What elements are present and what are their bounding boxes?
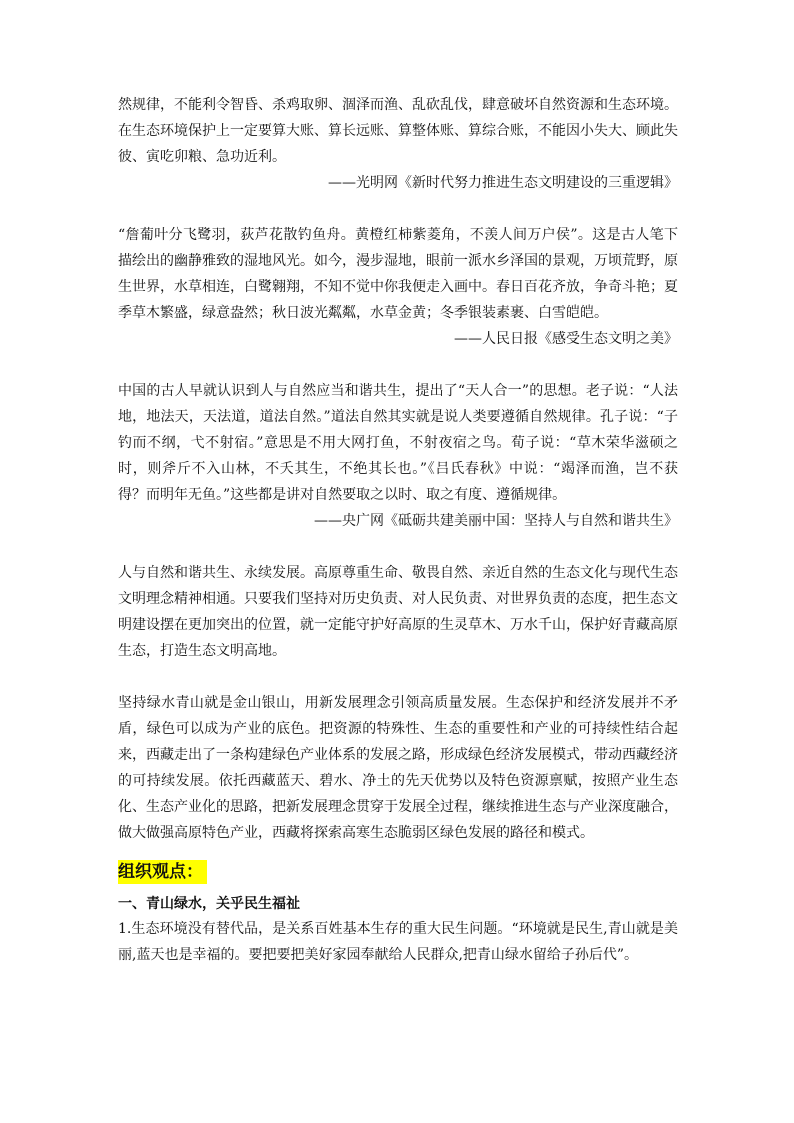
document-page [118,92,678,968]
source-citation-1: ——光明网《新时代努力推进生态文明建设的三重逻辑》 [328,175,678,191]
paragraph-4: 人与自然和谐共生、永续发展。高原尊重生命、敬畏自然、亲近自然的生态文化与现代生态文明理念精神相通。只要我们坚持对历史负责、对人民负责、对世界负责的态度，把生态文明建设摆在更加突出的位置，就一定能守护好高原的生灵草木、万水千山，保护好青藏高原生态，打造生态文明高地。 [118,565,678,659]
point-1: 1.生态环境没有替代品，是关系百姓基本生存的重大民生问题。“环境就是民生,青山就是美丽,蓝天也是幸福的。要把要把美好家园奉献给人民群众,把青山绿水留给子孙后代”。 [118,921,678,963]
paragraph-3: 中国的古人早就认识到人与自然应当和谐共生，提出了“天人合一”的思想。老子说：“人法地，地法天，天法道，道法自然。”道法自然其实就是说人类要遵循自然规律。孔子说：“子钓而不纲，弋不射宿。”意思是不用大网打鱼，不射夜宿之鸟。荀子说：“草木荣华滋硕之时，则斧斤不入山林，不夭其生，不绝其长也。”《吕氏春秋》中说：“竭泽而渔，岂不获得？而明年无鱼。”这些都是讲对自然要取之以时、取之有度、遵循规律。 [118,383,678,503]
source-citation-3: ——央广网《砥砺共建美丽中国：坚持人与自然和谐共生》 [314,513,678,529]
paragraph-1: 然规律，不能利令智昏、杀鸡取卵、涸泽而渔、乱砍乱伐，肆意破坏自然资源和生态环境。在生态环境保护上一定要算大账、算长远账、算整体账、算综合账，不能因小失大、顾此失彼、寅吃卯粮、急功近利。 [118,97,678,165]
paragraph-2: “詹葡叶分飞鹭羽，荻芦花散钓鱼舟。黄橙红柿紫菱角，不羡人间万户侯”。这是古人笔下描绘出的幽静雅致的湿地风光。如今，漫步湿地，眼前一派水乡泽国的景观，万顷荒野，原生世界，水草相连，白鹭翱翔，不知不觉中你我便走入画中。春日百花齐放，争奇斗艳；夏季草木繁盛，绿意盎然；秋日波光粼粼，水草金黄；冬季银装素裹、白雪皑皑。 [118,227,678,321]
paragraph-5: 坚持绿水青山就是金山银山，用新发展理念引领高质量发展。生态保护和经济发展并不矛盾，绿色可以成为产业的底色。把资源的特殊性、生态的重要性和产业的可持续性结合起来，西藏走出了一条构建绿色产业体系的发展之路，形成绿色经济发展模式，带动西藏经济的可持续发展。依托西藏蓝天、碧水、净土的先天优势以及特色资源禀赋，按照产业生态化、生态产业化的思路，把新发展理念贯穿于发展全过程，继续推进生态与产业深度融合，做大做强高原特色产业，西藏将探索高寒生态脆弱区绿色发展的路径和模式。 [118,695,678,841]
source-citation-2: ——人民日报《感受生态文明之美》 [454,331,678,347]
section-heading: 组织观点： [118,860,207,884]
section-subheading: 一、青山绿水，关乎民生福祉 [118,896,300,912]
